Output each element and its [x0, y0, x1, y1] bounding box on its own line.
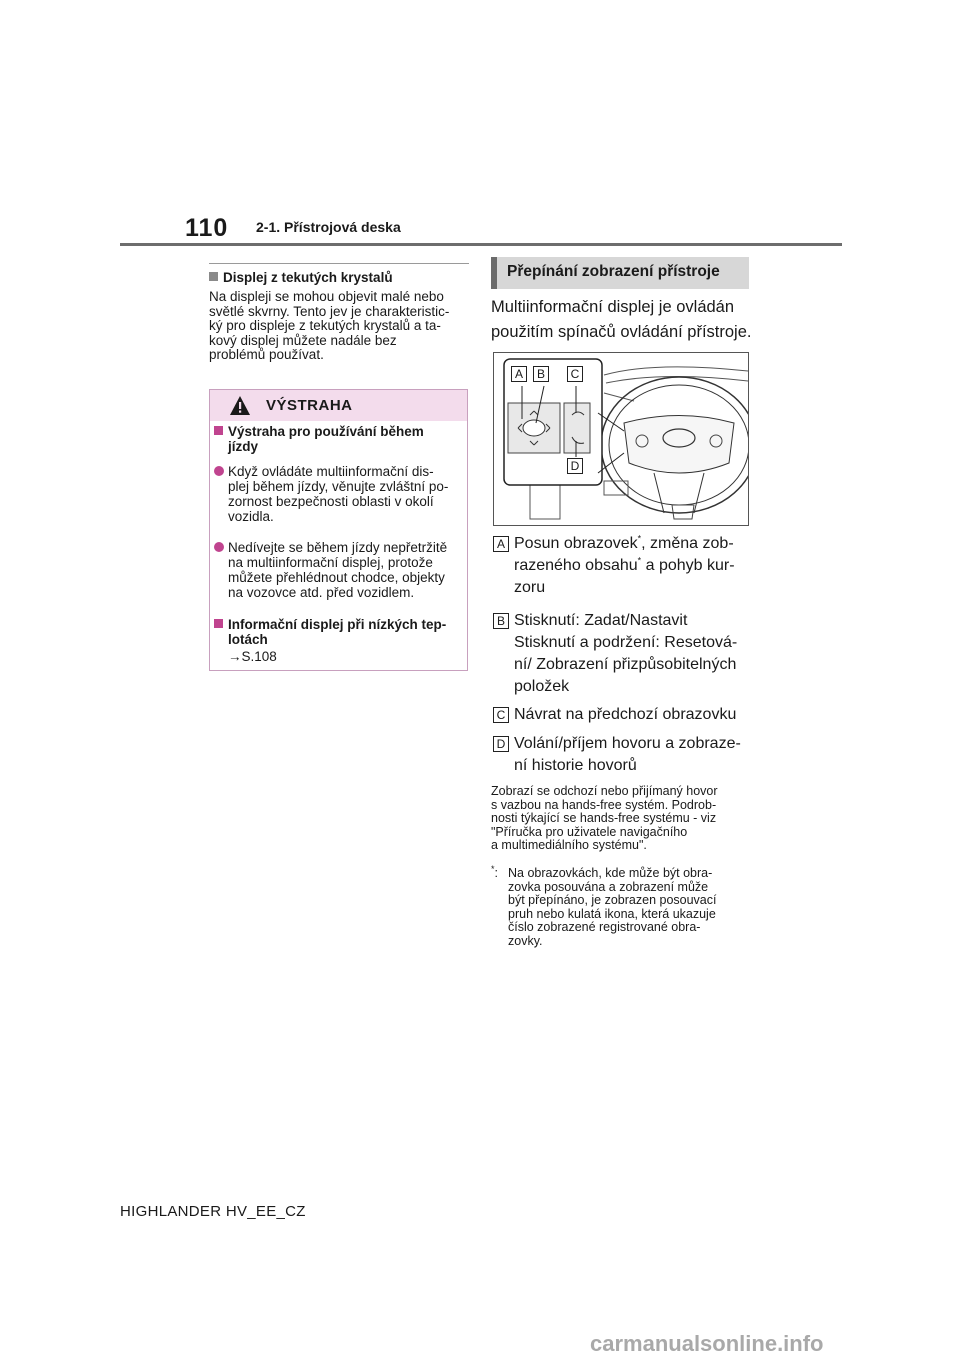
warning-bullet [214, 464, 464, 524]
steering-wheel-illustration [493, 352, 749, 526]
intro-paragraph [491, 295, 753, 345]
text-line: Volání/příjem hovoru a zobraze- [514, 735, 741, 752]
warning-subheading [214, 424, 462, 454]
header-rule [120, 243, 842, 246]
page-number: 110 [185, 214, 229, 242]
text-line: zoru [514, 579, 546, 596]
text-line: a multimediálního systému". [491, 838, 647, 852]
legend-item-d [493, 733, 755, 777]
label-box: A [493, 536, 509, 552]
text-line: nosti týkající se hands-free systému - viz [491, 811, 717, 825]
callout-label-d: D [567, 458, 583, 474]
text-line: kový displej můžete nadále bez [209, 332, 397, 348]
warning-triangle-icon [229, 395, 251, 416]
text-line: zornost bezpečnosti oblasti v okolí [228, 494, 434, 509]
warning-bullet [214, 540, 464, 600]
callout-label-c: C [567, 366, 583, 382]
square-bullet-icon [209, 272, 218, 281]
label-box: B [493, 613, 509, 629]
text-line: můžete přehlédnout chodce, objekty [228, 570, 445, 585]
callout-label-a: A [511, 366, 527, 382]
round-bullet-icon [214, 542, 224, 552]
text-line: na multiinformační displej, protože [228, 555, 433, 570]
text-line: na vozovce atd. před vozidlem. [228, 585, 415, 600]
lcd-heading [209, 270, 393, 285]
text-line: číslo zobrazené registrované obra- [508, 920, 701, 934]
text-line: Výstraha pro používání během [228, 424, 424, 439]
text-line: Multiinformační displej je ovládán [491, 298, 735, 316]
footnote [491, 863, 751, 948]
text-line: Stisknutí: Zadat/Nastavit [514, 612, 688, 629]
text-line: Informační displej při nízkých tep- [228, 617, 447, 632]
text-line: Návrat na předchozí obrazovku [514, 706, 737, 723]
text-line: "Příručka pro uživatele navigačního [491, 824, 688, 839]
section-rule [209, 263, 469, 264]
text-line: Na displeji se mohou objevit malé nebo [209, 289, 444, 304]
legend-item-b [493, 610, 755, 698]
text-line: Nedívejte se během jízdy nepřetržitě [228, 540, 448, 555]
warning-subheading [214, 617, 462, 647]
text-line: plej během jízdy, věnujte zvláštní po- [228, 479, 449, 494]
text-line: Posun obrazovek [514, 535, 638, 552]
label-box: C [493, 707, 509, 723]
legend-item-a [493, 533, 755, 599]
round-bullet-icon [214, 466, 224, 476]
asterisk-mark: * [637, 533, 642, 544]
footer-model: HIGHLANDER HV_EE_CZ [120, 1203, 306, 1220]
footnote-colon: : [494, 866, 498, 880]
text-line: světlé skvrny. Tento jev je charakteristic- [209, 303, 450, 319]
watermark: carmanualsonline.info [590, 1331, 824, 1356]
callout-label-b: B [533, 366, 549, 382]
square-bullet-icon [214, 619, 223, 628]
text-line: lotách [228, 632, 268, 647]
page-reference[interactable]: →S.108 [228, 649, 277, 664]
text-line: , změna zob- [641, 535, 734, 552]
text-line: zovka posouvána a zobrazení může [508, 879, 709, 894]
label-box: D [493, 736, 509, 752]
section-title: 2-1. Přístrojová deska [256, 219, 401, 235]
text-line: ní/ Zobrazení přizpůsobitelných [514, 656, 737, 673]
text-line: jízdy [228, 439, 259, 454]
text-line: položek [514, 678, 570, 695]
asterisk-mark: * [491, 863, 495, 874]
note-paragraph [491, 785, 753, 853]
text-line: Zobrazí se odchozí nebo přijímaný hovor [491, 784, 718, 798]
text-line: pruh nebo kulatá ikona, která ukazuje [508, 906, 716, 921]
lcd-paragraph [209, 290, 471, 363]
lcd-heading-text: Displej z tekutých krystalů [223, 270, 393, 285]
section-heading-box [491, 257, 749, 289]
warning-box [209, 389, 468, 671]
asterisk-mark: * [637, 555, 642, 566]
text-line: ký pro displeje z tekutých krystalů a ta- [209, 318, 441, 333]
text-line: Stisknutí a podržení: Resetová- [514, 634, 738, 651]
text-line: a pohyb kur- [641, 557, 735, 574]
text-line: problémů používat. [209, 347, 324, 362]
text-line: vozidla. [228, 509, 274, 524]
legend-item-c [493, 704, 755, 726]
warning-header [210, 390, 467, 421]
text-line: být přepínáno, je zobrazen posouvací [508, 893, 717, 907]
section-heading: Přepínání zobrazení přístroje [507, 263, 720, 280]
text-line: razeného obsahu [514, 557, 638, 574]
text-line: ní historie hovorů [514, 757, 637, 774]
text-line: Když ovládáte multiinformační dis- [228, 464, 434, 479]
text-line: s vazbou na hands-free systém. Podrob- [491, 797, 717, 812]
warning-title: VÝSTRAHA [266, 397, 353, 414]
text-line: Na obrazovkách, kde může být obra- [508, 866, 713, 880]
text-line: zovky. [508, 933, 543, 948]
text-line: použitím spínačů ovládání přístroje. [491, 323, 752, 341]
square-bullet-icon [214, 426, 223, 435]
